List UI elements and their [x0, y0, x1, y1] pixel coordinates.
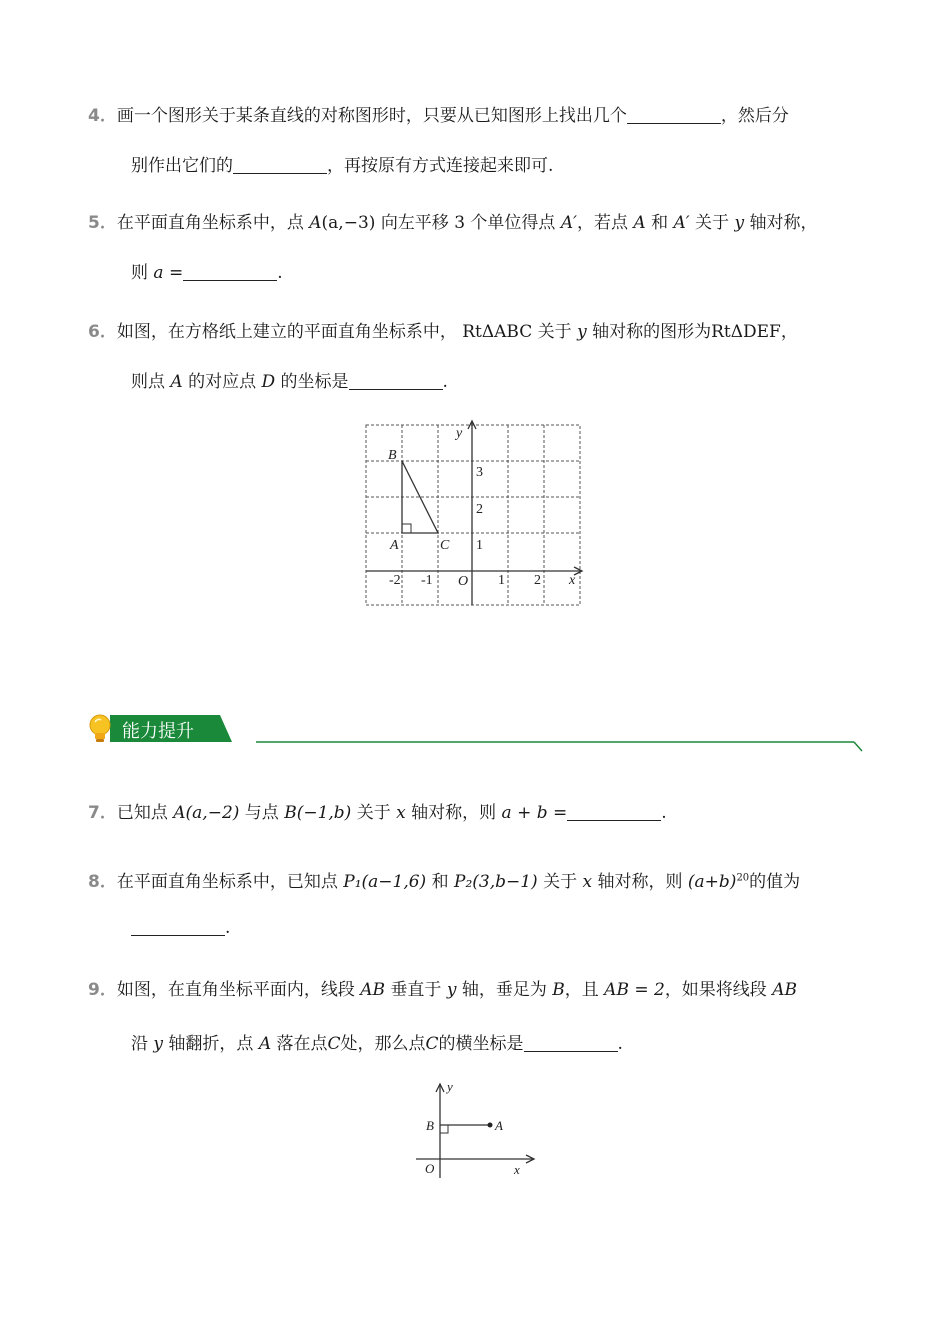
var: D	[261, 372, 276, 392]
question-text: 轴对称，	[749, 213, 818, 233]
question-text: 的值为	[749, 872, 801, 892]
question-text: 与点	[244, 803, 279, 823]
answer-blank[interactable]	[627, 107, 721, 124]
question-text: 则	[131, 263, 148, 283]
period: .	[617, 1034, 623, 1054]
var: x	[582, 872, 593, 892]
exponent: 20	[736, 872, 750, 884]
y-tick-label: 2	[476, 502, 483, 517]
question-number: 6．	[88, 322, 117, 342]
var: AB	[772, 980, 797, 1000]
x-tick-label: 1	[498, 573, 505, 588]
y-axis-label: y	[456, 426, 463, 441]
x-tick-label: 2	[534, 573, 541, 588]
question-text: 和	[431, 872, 449, 892]
var: A	[309, 213, 322, 233]
x-tick-label: -1	[421, 573, 433, 588]
period: .	[442, 372, 448, 392]
triangle-name: RtΔDEF	[711, 322, 781, 342]
equals: =	[168, 263, 184, 283]
point-a-dot	[488, 1123, 493, 1128]
point-label-c: C	[440, 538, 450, 553]
question-text: 轴翻折，点	[168, 1034, 254, 1054]
question-text: 关于	[537, 322, 572, 342]
point-label-b: B	[388, 448, 397, 463]
coord: (a,−3)	[321, 213, 376, 233]
triangle-name: RtΔABC	[462, 322, 533, 342]
var: A	[258, 1034, 272, 1054]
question-number: 7．	[88, 803, 117, 823]
answer-blank[interactable]	[349, 373, 443, 390]
var: y	[153, 1034, 164, 1054]
question-4	[88, 106, 868, 127]
answer-blank[interactable]	[131, 919, 225, 936]
section-banner	[84, 710, 868, 754]
question-text: ，再按原有方式连接起来即可.	[327, 156, 554, 176]
question-text: 和	[651, 213, 669, 233]
var: A′	[560, 213, 577, 233]
question-text: 如图，在直角坐标平面内，线段	[116, 980, 355, 1000]
question-5	[88, 213, 868, 234]
question-text: 在平面直角坐标系中，点	[116, 213, 304, 233]
point-a: A(a,−2)	[173, 803, 240, 823]
question-text: 如图，在方格纸上建立的平面直角坐标系中，	[116, 322, 457, 342]
question-text: 在平面直角坐标系中，已知点	[116, 872, 338, 892]
question-text: 的对应点	[188, 372, 257, 392]
question-text: ，	[780, 322, 798, 342]
period: .	[277, 263, 283, 283]
var: B	[552, 980, 565, 1000]
question-number: 9．	[88, 980, 117, 1000]
question-text: ，若点	[576, 213, 628, 233]
question-number: 8．	[88, 872, 117, 892]
question-text: 向左平移 3 个单位得点	[380, 213, 556, 233]
question-8	[88, 872, 868, 893]
answer-blank[interactable]	[183, 264, 277, 281]
question-9-line2	[131, 1029, 623, 1054]
question-text: 沿	[131, 1034, 148, 1054]
question-8-line2	[131, 918, 230, 938]
y-axis-label: y	[447, 1079, 453, 1094]
point-p2: P₂(3,b−1)	[454, 872, 538, 892]
var: A′	[673, 213, 690, 233]
section-title: 能力提升	[122, 721, 194, 742]
var: C	[327, 1034, 341, 1054]
question-text: 垂直于	[390, 980, 442, 1000]
var: C	[425, 1034, 439, 1054]
question-text: 轴，垂足为	[461, 980, 547, 1000]
right-angle-mark	[402, 524, 411, 533]
coordinate-grid-figure	[360, 418, 590, 610]
var: y	[734, 213, 745, 233]
var: a	[153, 263, 164, 283]
question-6	[88, 322, 868, 343]
point-p1: P₁(a−1,6)	[343, 872, 427, 892]
question-9	[88, 980, 868, 1001]
point-label-a: A	[495, 1118, 503, 1133]
question-text: 落在点	[276, 1034, 328, 1054]
question-text: ，然后分	[720, 106, 789, 126]
question-text: 轴对称的图形为	[592, 322, 712, 342]
answer-blank[interactable]	[233, 157, 327, 174]
question-text: 关于	[695, 213, 730, 233]
question-text: 的坐标是	[280, 372, 349, 392]
question-text: 关于	[543, 872, 578, 892]
expression: (a+b)	[687, 872, 737, 892]
question-text: ，如果将线段	[664, 980, 767, 1000]
question-6-line2	[131, 367, 448, 392]
question-text: 关于	[356, 803, 391, 823]
banner-rule-end	[854, 742, 862, 751]
origin-label: O	[458, 574, 469, 589]
var: A	[633, 213, 646, 233]
question-text: 的横坐标是	[438, 1034, 524, 1054]
var: AB	[360, 980, 386, 1000]
segment-ab-figure	[410, 1078, 540, 1182]
point-label-b: B	[426, 1118, 434, 1133]
var: y	[446, 980, 457, 1000]
answer-blank[interactable]	[524, 1035, 618, 1052]
question-text: ，且	[564, 980, 599, 1000]
question-7	[88, 803, 868, 824]
expression: a + b =	[501, 803, 568, 823]
x-tick-label: -2	[389, 573, 401, 588]
question-text: 已知点	[116, 803, 168, 823]
y-tick-label: 1	[476, 538, 483, 553]
lightbulb-icon	[90, 715, 110, 742]
question-number: 4．	[88, 106, 117, 126]
question-5-line2	[131, 258, 283, 283]
origin-label: O	[425, 1161, 435, 1176]
expression: AB = 2	[604, 980, 665, 1000]
question-text: 别作出它们的	[131, 156, 233, 176]
point-b: B(−1,b)	[284, 803, 352, 823]
answer-blank[interactable]	[567, 804, 661, 821]
question-number: 5．	[88, 213, 117, 233]
question-text: 轴对称，则	[597, 872, 683, 892]
period: .	[661, 803, 667, 823]
question-text: 轴对称，则	[411, 803, 497, 823]
right-angle-mark	[440, 1125, 448, 1133]
x-axis-label: x	[569, 573, 576, 588]
var: y	[577, 322, 587, 342]
question-4-line2	[131, 151, 553, 176]
point-label-a: A	[390, 538, 399, 553]
y-tick-label: 3	[476, 465, 483, 480]
var: A	[170, 372, 183, 392]
x-axis-label: x	[514, 1162, 520, 1177]
var: x	[396, 803, 406, 823]
question-text: 则点	[131, 372, 165, 392]
question-text: 画一个图形关于某条直线的对称图形时，只要从已知图形上找出几个	[116, 106, 627, 126]
question-text: 处，那么点	[340, 1034, 426, 1054]
period: .	[225, 918, 231, 938]
